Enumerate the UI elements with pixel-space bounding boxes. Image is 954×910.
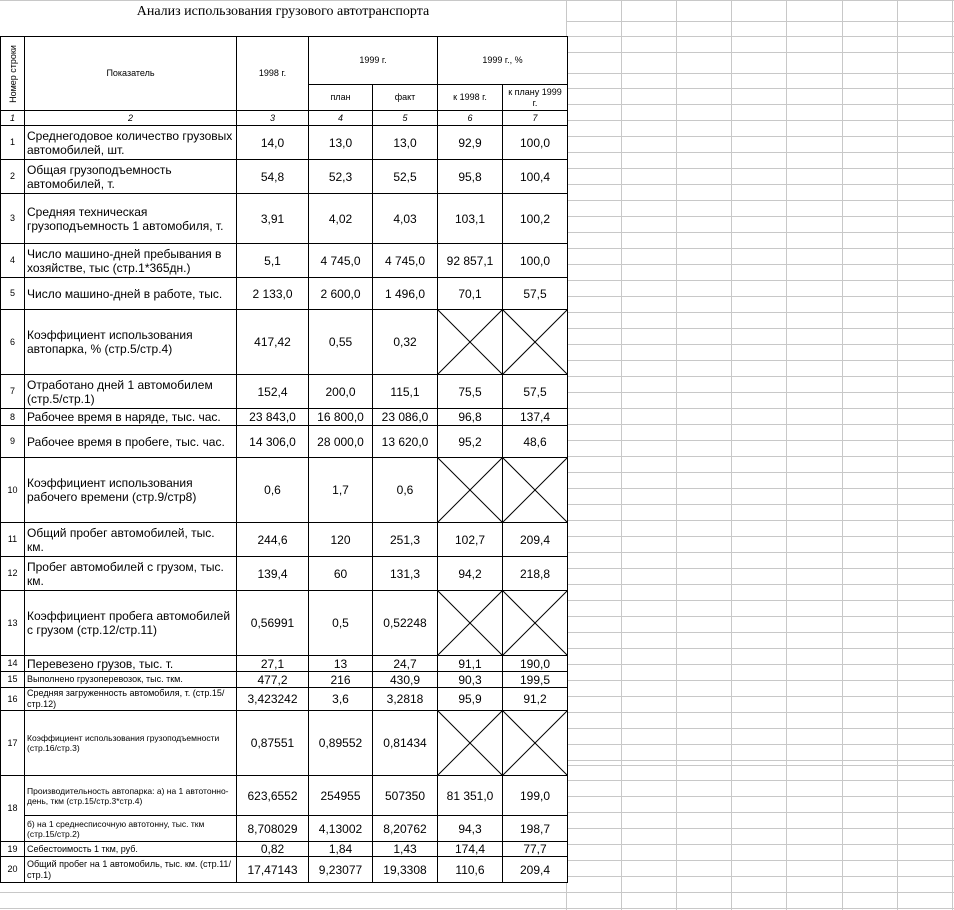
value-fact: 0,6 xyxy=(373,458,438,523)
value-pplan: 100,0 xyxy=(503,244,568,278)
row-label: Коэффициент пробега автомобилей с грузом (стр.12/стр.11) xyxy=(25,591,237,656)
row-number: 9 xyxy=(1,426,25,458)
row-label: Коэффициент использования автопарка, % (стр.5/стр.4) xyxy=(25,310,237,375)
col-number: 7 xyxy=(503,111,568,126)
value-fact: 131,3 xyxy=(373,557,438,591)
value-p1998: 70,1 xyxy=(438,278,503,310)
row-label: Средняя техническая грузоподъемность 1 автомобиля, т. xyxy=(25,194,237,244)
crossed-cell xyxy=(438,711,503,776)
row-number: 16 xyxy=(1,688,25,711)
value-fact: 115,1 xyxy=(373,375,438,409)
value-fact: 13 620,0 xyxy=(373,426,438,458)
row-label: Общий пробег автомобилей, тыс. км. xyxy=(25,523,237,557)
row-number: 10 xyxy=(1,458,25,523)
value-plan: 0,89552 xyxy=(309,711,373,776)
value-p1998: 81 351,0 xyxy=(438,776,503,816)
table-row xyxy=(1,194,568,244)
value-pplan: 137,4 xyxy=(503,409,568,426)
value-v1998: 417,42 xyxy=(237,310,309,375)
row-number: 11 xyxy=(1,523,25,557)
crossed-cell xyxy=(503,310,568,375)
value-pplan: 209,4 xyxy=(503,523,568,557)
value-fact: 4,03 xyxy=(373,194,438,244)
crossed-cell xyxy=(438,458,503,523)
value-v1998: 3,91 xyxy=(237,194,309,244)
value-p1998: 174,4 xyxy=(438,842,503,857)
value-fact: 8,20762 xyxy=(373,816,438,842)
row-label: б) на 1 среднесписочную автотонну, тыс. ткм (стр.15/стр.2) xyxy=(25,816,237,842)
value-v1998: 0,56991 xyxy=(237,591,309,656)
value-fact: 430,9 xyxy=(373,672,438,688)
page-title: Анализ использования грузового автотранспорта xyxy=(0,2,566,22)
table-body xyxy=(1,126,568,883)
value-fact: 251,3 xyxy=(373,523,438,557)
table-row xyxy=(1,711,568,776)
header-1999-percent: 1999 г., % xyxy=(438,37,568,85)
value-plan: 3,6 xyxy=(309,688,373,711)
value-v1998: 54,8 xyxy=(237,160,309,194)
table-row xyxy=(1,842,568,857)
value-v1998: 23 843,0 xyxy=(237,409,309,426)
header-indicator: Показатель xyxy=(25,37,237,111)
value-v1998: 0,87551 xyxy=(237,711,309,776)
value-fact: 24,7 xyxy=(373,656,438,672)
crossed-cell xyxy=(503,711,568,776)
table-row xyxy=(1,458,568,523)
row-number: 20 xyxy=(1,857,25,883)
value-fact: 4 745,0 xyxy=(373,244,438,278)
value-p1998: 90,3 xyxy=(438,672,503,688)
value-p1998: 102,7 xyxy=(438,523,503,557)
value-plan: 216 xyxy=(309,672,373,688)
value-v1998: 139,4 xyxy=(237,557,309,591)
value-plan: 9,23077 xyxy=(309,857,373,883)
header-to-1998: к 1998 г. xyxy=(438,85,503,111)
value-v1998: 477,2 xyxy=(237,672,309,688)
value-v1998: 0,82 xyxy=(237,842,309,857)
value-p1998: 92 857,1 xyxy=(438,244,503,278)
table-row xyxy=(1,776,568,816)
value-plan: 60 xyxy=(309,557,373,591)
value-p1998: 110,6 xyxy=(438,857,503,883)
value-p1998: 103,1 xyxy=(438,194,503,244)
table-row xyxy=(1,656,568,672)
value-plan: 254955 xyxy=(309,776,373,816)
row-number: 5 xyxy=(1,278,25,310)
value-v1998: 3,423242 xyxy=(237,688,309,711)
value-plan: 2 600,0 xyxy=(309,278,373,310)
row-label: Число машино-дней пребывания в хозяйстве, тыс (стр.1*365дн.) xyxy=(25,244,237,278)
value-plan: 4,02 xyxy=(309,194,373,244)
col-number: 6 xyxy=(438,111,503,126)
value-v1998: 623,6552 xyxy=(237,776,309,816)
table-row xyxy=(1,591,568,656)
row-label: Среднегодовое количество грузовых автомобилей, шт. xyxy=(25,126,237,160)
value-pplan: 57,5 xyxy=(503,278,568,310)
value-pplan: 199,0 xyxy=(503,776,568,816)
value-plan: 120 xyxy=(309,523,373,557)
value-fact: 52,5 xyxy=(373,160,438,194)
value-p1998: 95,9 xyxy=(438,688,503,711)
row-number: 1 xyxy=(1,126,25,160)
value-fact: 1 496,0 xyxy=(373,278,438,310)
value-v1998: 5,1 xyxy=(237,244,309,278)
row-label: Производительность автопарка: а) на 1 автотонно-день, ткм (стр.15/стр.3*стр.4) xyxy=(25,776,237,816)
table-row xyxy=(1,523,568,557)
value-plan: 13,0 xyxy=(309,126,373,160)
row-number: 6 xyxy=(1,310,25,375)
value-p1998: 95,8 xyxy=(438,160,503,194)
row-number: 4 xyxy=(1,244,25,278)
row-number: 13 xyxy=(1,591,25,656)
row-label: Средняя загруженность автомобиля, т. (стр.15/стр.12) xyxy=(25,688,237,711)
value-fact: 23 086,0 xyxy=(373,409,438,426)
table-row xyxy=(1,688,568,711)
row-label: Перевезено грузов, тыс. т. xyxy=(25,656,237,672)
row-label: Рабочее время в наряде, тыс. час. xyxy=(25,409,237,426)
table-row xyxy=(1,278,568,310)
value-plan: 16 800,0 xyxy=(309,409,373,426)
value-p1998: 91,1 xyxy=(438,656,503,672)
row-number: 19 xyxy=(1,842,25,857)
value-pplan: 199,5 xyxy=(503,672,568,688)
col-number: 3 xyxy=(237,111,309,126)
value-fact: 507350 xyxy=(373,776,438,816)
table-row xyxy=(1,857,568,883)
header-plan: план xyxy=(309,85,373,111)
value-p1998: 75,5 xyxy=(438,375,503,409)
value-v1998: 152,4 xyxy=(237,375,309,409)
row-label: Рабочее время в пробеге, тыс. час. xyxy=(25,426,237,458)
table-row xyxy=(1,310,568,375)
row-number: 7 xyxy=(1,375,25,409)
row-number: 15 xyxy=(1,672,25,688)
row-label: Пробег автомобилей с грузом, тыс. км. xyxy=(25,557,237,591)
row-label: Отработано дней 1 автомобилем (стр.5/стр.1) xyxy=(25,375,237,409)
row-label: Число машино-дней в работе, тыс. xyxy=(25,278,237,310)
table-row xyxy=(1,557,568,591)
value-pplan: 198,7 xyxy=(503,816,568,842)
value-p1998: 94,2 xyxy=(438,557,503,591)
value-pplan: 190,0 xyxy=(503,656,568,672)
value-fact: 19,3308 xyxy=(373,857,438,883)
row-number: 12 xyxy=(1,557,25,591)
value-fact: 3,2818 xyxy=(373,688,438,711)
table-row xyxy=(1,375,568,409)
value-p1998: 95,2 xyxy=(438,426,503,458)
row-label: Коэффициент использования рабочего времени (стр.9/стр8) xyxy=(25,458,237,523)
value-v1998: 244,6 xyxy=(237,523,309,557)
table-row xyxy=(1,126,568,160)
table-row xyxy=(1,816,568,842)
value-v1998: 2 133,0 xyxy=(237,278,309,310)
value-p1998: 96,8 xyxy=(438,409,503,426)
value-pplan: 57,5 xyxy=(503,375,568,409)
crossed-cell xyxy=(438,591,503,656)
value-v1998: 14,0 xyxy=(237,126,309,160)
value-fact: 0,32 xyxy=(373,310,438,375)
value-pplan: 209,4 xyxy=(503,857,568,883)
value-fact: 0,52248 xyxy=(373,591,438,656)
table-row xyxy=(1,244,568,278)
value-plan: 13 xyxy=(309,656,373,672)
crossed-cell xyxy=(503,458,568,523)
crossed-cell xyxy=(438,310,503,375)
col-number: 5 xyxy=(373,111,438,126)
header-row-number: Номер строки xyxy=(1,37,25,111)
crossed-cell xyxy=(503,591,568,656)
table-row xyxy=(1,672,568,688)
row-label: Общая грузоподъемность автомобилей, т. xyxy=(25,160,237,194)
row-number: 3 xyxy=(1,194,25,244)
value-fact: 0,81434 xyxy=(373,711,438,776)
value-fact: 1,43 xyxy=(373,842,438,857)
value-pplan: 100,0 xyxy=(503,126,568,160)
row-label: Коэффициент использования грузоподъемности (стр.16/стр.3) xyxy=(25,711,237,776)
header-fact: факт xyxy=(373,85,438,111)
row-number: 14 xyxy=(1,656,25,672)
row-number: 8 xyxy=(1,409,25,426)
row-label: Общий пробег на 1 автомобиль, тыс. км. (стр.11/стр.1) xyxy=(25,857,237,883)
value-plan: 52,3 xyxy=(309,160,373,194)
value-plan: 28 000,0 xyxy=(309,426,373,458)
value-pplan: 218,8 xyxy=(503,557,568,591)
value-fact: 13,0 xyxy=(373,126,438,160)
value-plan: 4 745,0 xyxy=(309,244,373,278)
value-v1998: 14 306,0 xyxy=(237,426,309,458)
header-1998: 1998 г. xyxy=(237,37,309,111)
value-plan: 0,55 xyxy=(309,310,373,375)
value-plan: 4,13002 xyxy=(309,816,373,842)
data-table xyxy=(0,36,568,883)
table-row xyxy=(1,160,568,194)
value-pplan: 77,7 xyxy=(503,842,568,857)
row-label: Выполнено грузоперевозок, тыс. ткм. xyxy=(25,672,237,688)
value-p1998: 94,3 xyxy=(438,816,503,842)
table-row xyxy=(1,409,568,426)
col-number: 2 xyxy=(25,111,237,126)
col-number: 4 xyxy=(309,111,373,126)
col-number: 1 xyxy=(1,111,25,126)
value-p1998: 92,9 xyxy=(438,126,503,160)
table-row xyxy=(1,426,568,458)
value-plan: 1,7 xyxy=(309,458,373,523)
value-v1998: 17,47143 xyxy=(237,857,309,883)
value-pplan: 48,6 xyxy=(503,426,568,458)
row-number: 18 xyxy=(1,776,25,842)
value-v1998: 8,708029 xyxy=(237,816,309,842)
value-pplan: 91,2 xyxy=(503,688,568,711)
value-plan: 0,5 xyxy=(309,591,373,656)
value-pplan: 100,4 xyxy=(503,160,568,194)
header-to-plan: к плану 1999 г. xyxy=(503,85,568,111)
row-number: 2 xyxy=(1,160,25,194)
row-number: 17 xyxy=(1,711,25,776)
value-plan: 1,84 xyxy=(309,842,373,857)
header-1999: 1999 г. xyxy=(309,37,438,85)
value-v1998: 0,6 xyxy=(237,458,309,523)
value-v1998: 27,1 xyxy=(237,656,309,672)
row-label: Себестоимость 1 ткм, руб. xyxy=(25,842,237,857)
value-pplan: 100,2 xyxy=(503,194,568,244)
value-plan: 200,0 xyxy=(309,375,373,409)
